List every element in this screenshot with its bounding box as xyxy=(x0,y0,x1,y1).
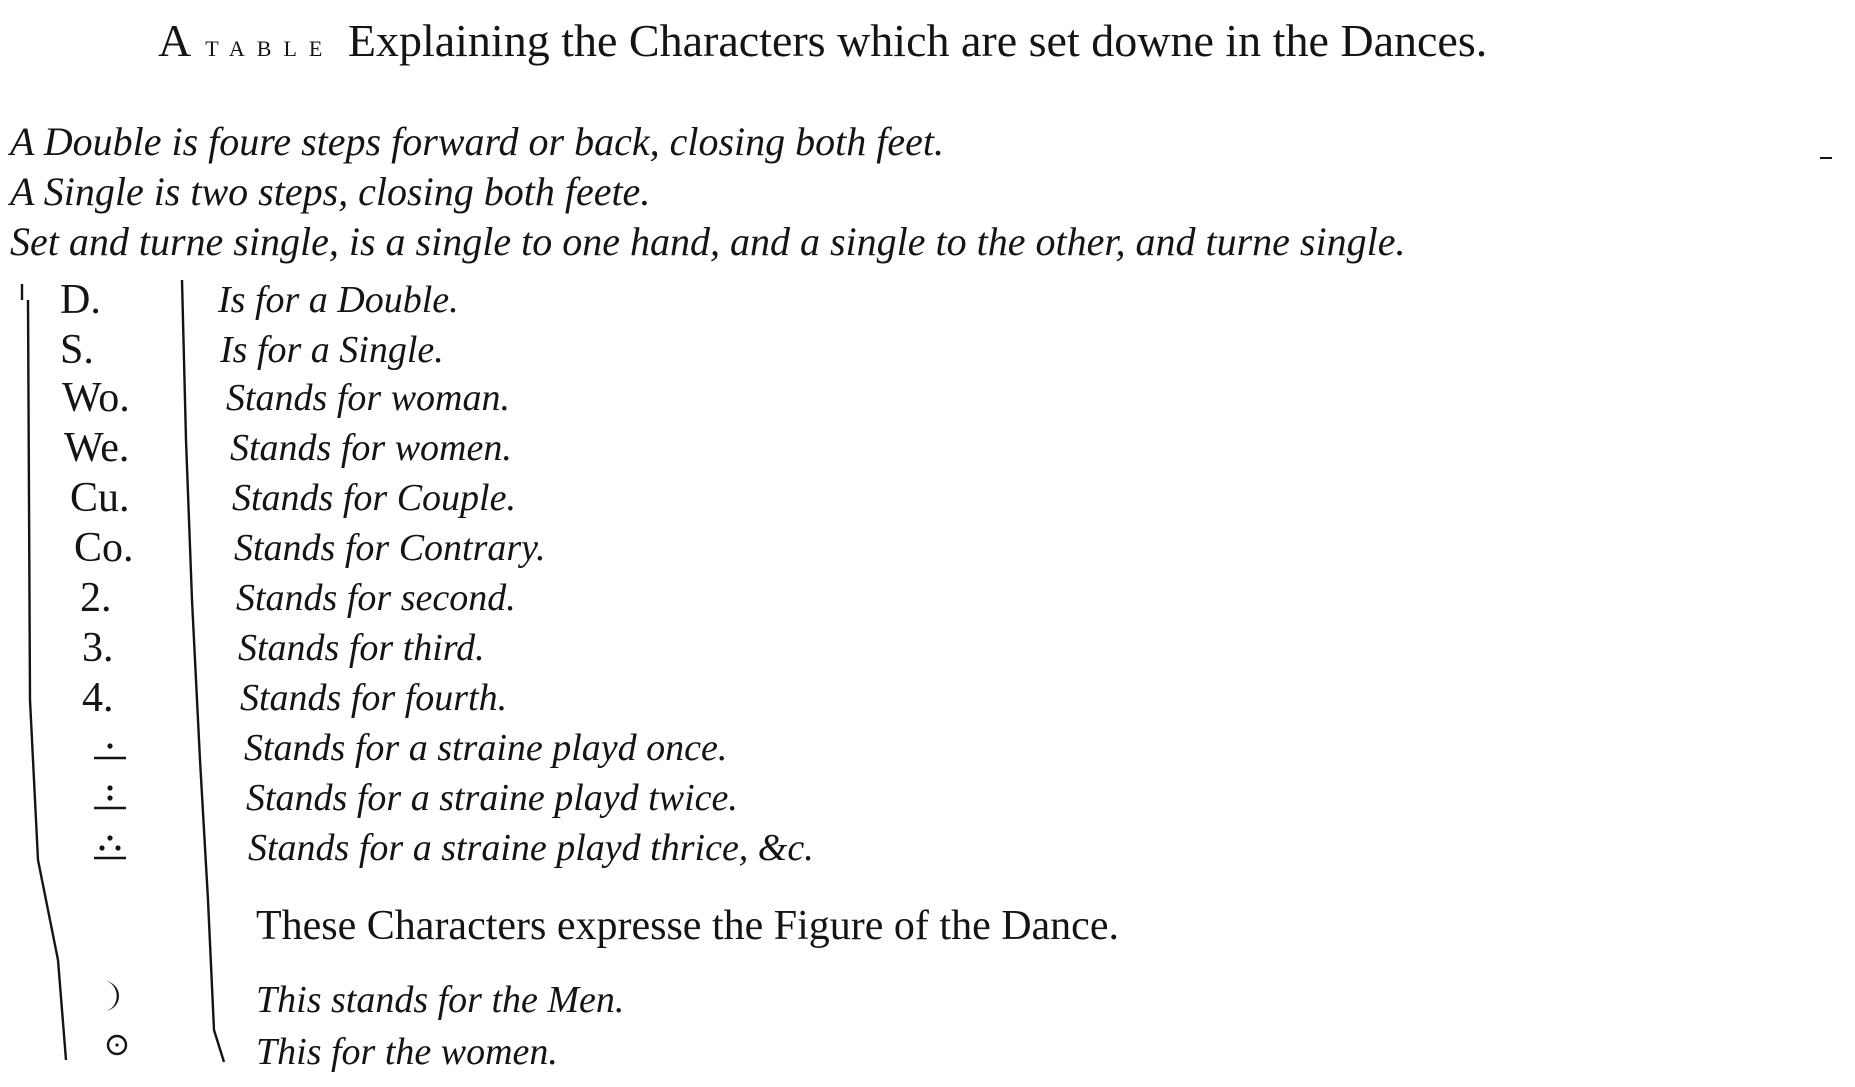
left-brace-line xyxy=(22,284,66,1060)
title-lead-letter: A xyxy=(158,15,200,66)
page-title xyxy=(158,14,1487,67)
legend-symbol-third: 3. xyxy=(82,625,114,671)
legend-symbol-second: 2. xyxy=(80,575,112,621)
strain-once-icon xyxy=(90,734,130,768)
definition-single: A Single is two steps, closing both feete. xyxy=(10,169,651,214)
legend-meaning-contrary: Stands for Contrary. xyxy=(234,527,546,569)
legend-symbol-contrary: Co. xyxy=(74,525,134,571)
strain-twice-icon xyxy=(90,780,130,814)
legend-symbol-double: D. xyxy=(60,277,101,323)
legend-meaning-double: Is for a Double. xyxy=(218,279,459,321)
legend-meaning-woman: Stands for woman. xyxy=(226,377,510,419)
legend-meaning-third: Stands for third. xyxy=(238,627,485,669)
legend-symbol-women: We. xyxy=(64,425,130,471)
legend-symbol-single: S. xyxy=(60,327,94,373)
legend-meaning-strain-thrice: Stands for a straine playd thrice, &c. xyxy=(248,827,814,869)
legend-meaning-fourth: Stands for fourth. xyxy=(240,677,508,719)
figure-heading: These Characters expresse the Figure of the Dance. xyxy=(256,903,1119,949)
title-small-caps: TABLE xyxy=(205,36,335,61)
legend-symbol-couple: Cu. xyxy=(70,475,130,521)
legend-meaning-single: Is for a Single. xyxy=(220,329,444,371)
strain-thrice-icon xyxy=(90,830,130,864)
definition-set-and-turne: Set and turne single, is a single to one hand, and a single to the other, and turne single. xyxy=(10,219,1406,264)
circle-icon xyxy=(104,1032,130,1058)
legend-meaning-second: Stands for second. xyxy=(236,577,516,619)
title-rest: Explaining the Characters which are set downe in the Dances. xyxy=(347,15,1488,66)
legend-symbol-fourth: 4. xyxy=(82,675,114,721)
legend-meaning-women: Stands for women. xyxy=(230,427,512,469)
legend-symbol-woman: Wo. xyxy=(62,375,130,421)
figure-meaning-men: This stands for the Men. xyxy=(256,979,625,1021)
figure-meaning-women: This for the women. xyxy=(256,1031,558,1073)
legend-meaning-couple: Stands for Couple. xyxy=(232,477,516,519)
legend-meaning-strain-once: Stands for a straine playd once. xyxy=(244,727,728,769)
legend-meaning-strain-twice: Stands for a straine playd twice. xyxy=(246,777,738,819)
column-divider-line xyxy=(182,280,224,1062)
definition-double: A Double is foure steps forward or back, closing both feet. xyxy=(10,119,945,164)
crescent-icon xyxy=(96,978,130,1014)
